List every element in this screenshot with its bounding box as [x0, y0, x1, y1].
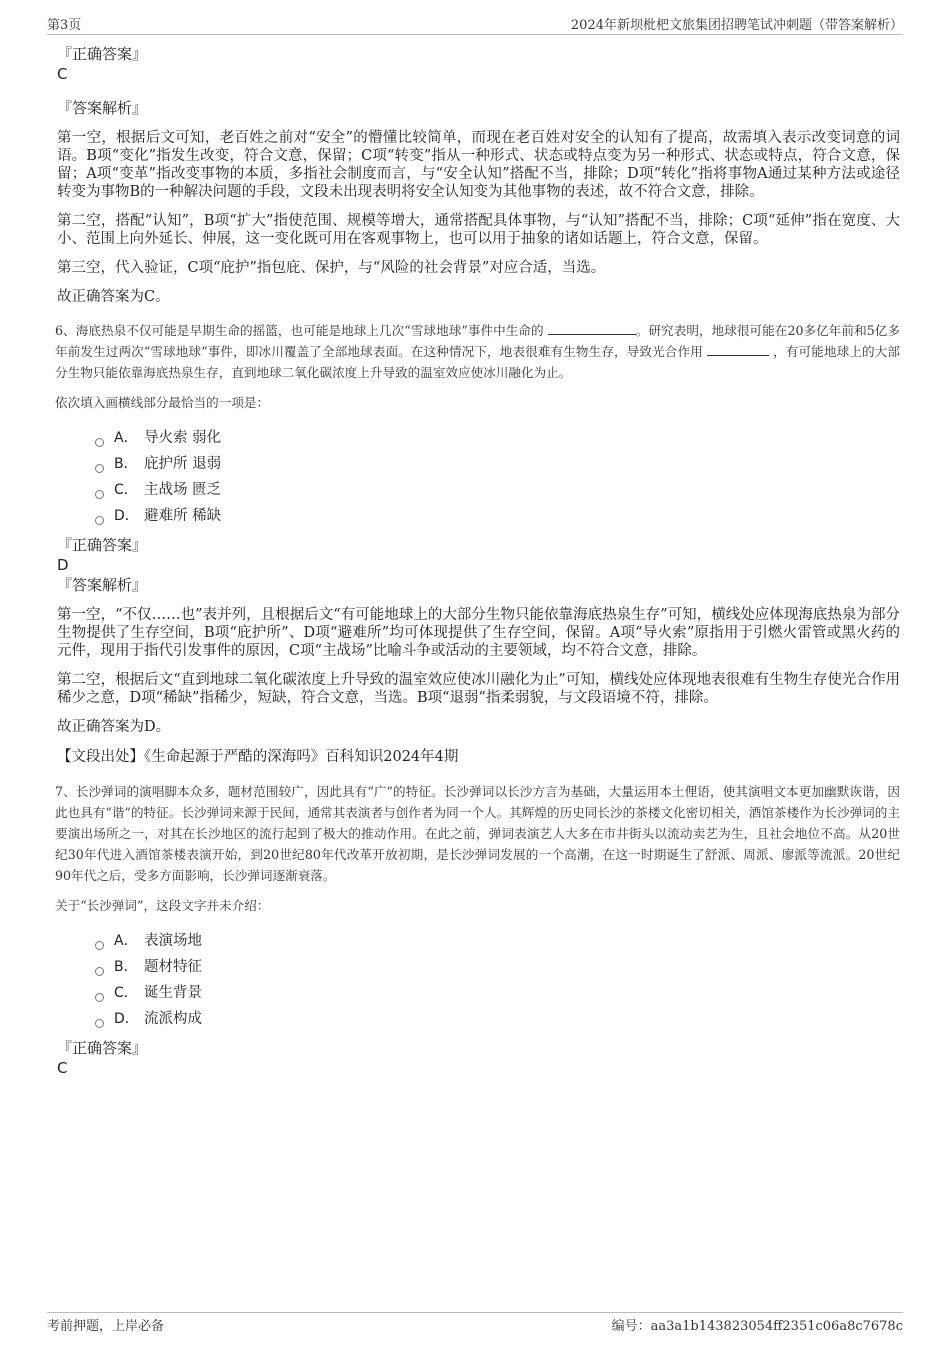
- q7-options: [95, 928, 900, 1032]
- correct-answer-label: 『正确答案』: [57, 45, 148, 63]
- radio-icon[interactable]: [95, 1019, 104, 1028]
- page-footer: [47, 1312, 903, 1333]
- radio-icon[interactable]: [95, 967, 104, 976]
- radio-icon[interactable]: [95, 941, 104, 950]
- q5-analysis-1: 第一空，根据后文可知，老百姓之前对“安全”的懵懂比较简单，而现在老百姓对安全的认知有了提高，故需填入表示改变词意的词语。B项“变化”指发生改变，符合文意，保留；C项“转变”指从一种形式、状态或特点变为另一种形式、状态或特点，符合文意，保留；A项“变革”指改变事物的本质，多指社会制度而言，与“安全认知”搭配不当，排除；D项“转化”指将事物A通过某种方法或途径转变为事物B的一种解决问题的手段，文段未出现表明将安全认知变为其他事物的表述，故不符合文意，排除。: [57, 130, 900, 200]
- q6-answer: D: [57, 556, 69, 574]
- q7-option-b[interactable]: B． 题材特征: [95, 954, 900, 980]
- document-title: 2024年新坝枇杷文旅集团招聘笔试冲刺题（带答案解析）: [570, 18, 903, 33]
- radio-icon[interactable]: [95, 993, 104, 1002]
- q6-analysis-2: 第二空，根据后文“直到地球二氧化碳浓度上升导致的温室效应使冰川融化为止”可知，横线处应体现地表很难有生物生存使光合作用稀少之意，D项“稀缺”指稀少，短缺，符合文意，当选。B项“退弱”指柔弱貌，与文段语境不符，排除。: [57, 672, 900, 706]
- page-content: [55, 44, 900, 1078]
- page-header: [47, 14, 903, 35]
- q6-option-b[interactable]: B． 庇护所 退弱: [95, 451, 900, 477]
- q7-option-c[interactable]: C． 诞生背景: [95, 980, 900, 1006]
- document-id: 编号：aa3a1b143823054ff2351c06a8c7678c: [611, 1319, 903, 1334]
- q6-blank-1: [548, 322, 636, 335]
- page-number: 第3页: [47, 18, 82, 33]
- q7-prompt: 关于“长沙弹词”，这段文字并未介绍：: [55, 898, 270, 913]
- footer-slogan: 考前押题，上岸必备: [47, 1319, 165, 1334]
- radio-icon[interactable]: [95, 464, 104, 473]
- q6-analysis-1: 第一空，“不仅……也”表并列，且根据后文“有可能地球上的大部分生物只能依靠海底热泉生存”可知，横线处应体现海底热泉为部分生物提供了生存空间，B项“庇护所”、D项“避难所”均可体现提供了生存空间，保留。A项“导火索”原指用于引燃火雷管或黑火药的元件，现用于指代引发事件的原因，C项“主战场”比喻斗争或活动的主要领域，均不符合文意，排除。: [57, 607, 900, 659]
- q6-prompt: 依次填入画横线部分最恰当的一项是：: [55, 395, 270, 410]
- analysis-label: 『答案解析』: [57, 576, 148, 594]
- q6-option-c[interactable]: C． 主战场 匮乏: [95, 477, 900, 503]
- q6-analysis-conclusion: 故正确答案为D。: [57, 719, 171, 735]
- q7-answer: C: [57, 1059, 68, 1077]
- q6-blank-2: [707, 343, 769, 356]
- q6-source: 【文段出处】《生命起源于严酷的深海吗》百科知识2024年4期: [57, 749, 459, 765]
- q5-analysis-conclusion: 故正确答案为C。: [57, 289, 170, 305]
- q5-analysis-2: 第二空，搭配“认知”，B项“扩大”指使范围、规模等增大，通常搭配具体事物，与“认知”搭配不当，排除；C项“延伸”指在宽度、大小、范围上向外延长、伸展，这一变化既可用在客观事物上，也可以用于抽象的诸如话题上，符合文意，保留。: [57, 213, 900, 247]
- radio-icon[interactable]: [95, 516, 104, 525]
- q7-stem: 7、长沙弹词的演唱脚本众多，题材范围较广，因此具有“广”的特征。长沙弹词以长沙方言为基础，大量运用本土俚语，使其演唱文本更加幽默诙谐，因此也具有“谐”的特征。长沙弹词来源于民间，通常其表演者与创作者为同一个人。其辉煌的历史同长沙的茶楼文化密切相关，酒馆茶楼作为长沙弹词的主要演出场所之一，对其在长沙地区的流行起到了极大的推动作用。在此之前，弹词表演艺人大多在市井街头以流动卖艺为生，且社会地位不高。从20世纪30年代进入酒馆茶楼表演开始，到20世纪80年代改革开放初期，是长沙弹词发展的一个高潮，在这一时期诞生了舒派、周派、廖派等流派。20世纪90年代之后，受多方面影响，长沙弹词逐渐衰落。: [55, 784, 900, 883]
- q7-option-d[interactable]: D． 流派构成: [95, 1006, 900, 1032]
- q6-stem: 6、海底热泉不仅可能是早期生命的摇篮，也可能是地球上几次“雪球地球”事件中生命的 。研究表明，地球很可能在20多亿年前和5亿多年前发生过两次“雪球地球”事件，即冰川覆盖了全部地球表面。在这种情况下，地表很难有生物生存，导致光合作用 ，有可能地球上的大部分生物只能依靠海底热泉生存，直到地球二氧化碳浓度上升导致的温室效应使冰川融化为止。: [55, 323, 901, 380]
- q5-analysis-3: 第三空，代入验证，C项“庇护”指包庇、保护，与“风险的社会背景”对应合适，当选。: [57, 260, 606, 276]
- q6-option-a[interactable]: A． 导火索 弱化: [95, 425, 900, 451]
- q5-answer: C: [57, 65, 68, 83]
- correct-answer-label: 『正确答案』: [57, 536, 148, 554]
- q6-options: [95, 425, 900, 529]
- q7-option-a[interactable]: A． 表演场地: [95, 928, 900, 954]
- radio-icon[interactable]: [95, 490, 104, 499]
- correct-answer-label: 『正确答案』: [57, 1039, 148, 1057]
- analysis-label: 『答案解析』: [57, 99, 148, 117]
- radio-icon[interactable]: [95, 438, 104, 447]
- q6-option-d[interactable]: D． 避难所 稀缺: [95, 503, 900, 529]
